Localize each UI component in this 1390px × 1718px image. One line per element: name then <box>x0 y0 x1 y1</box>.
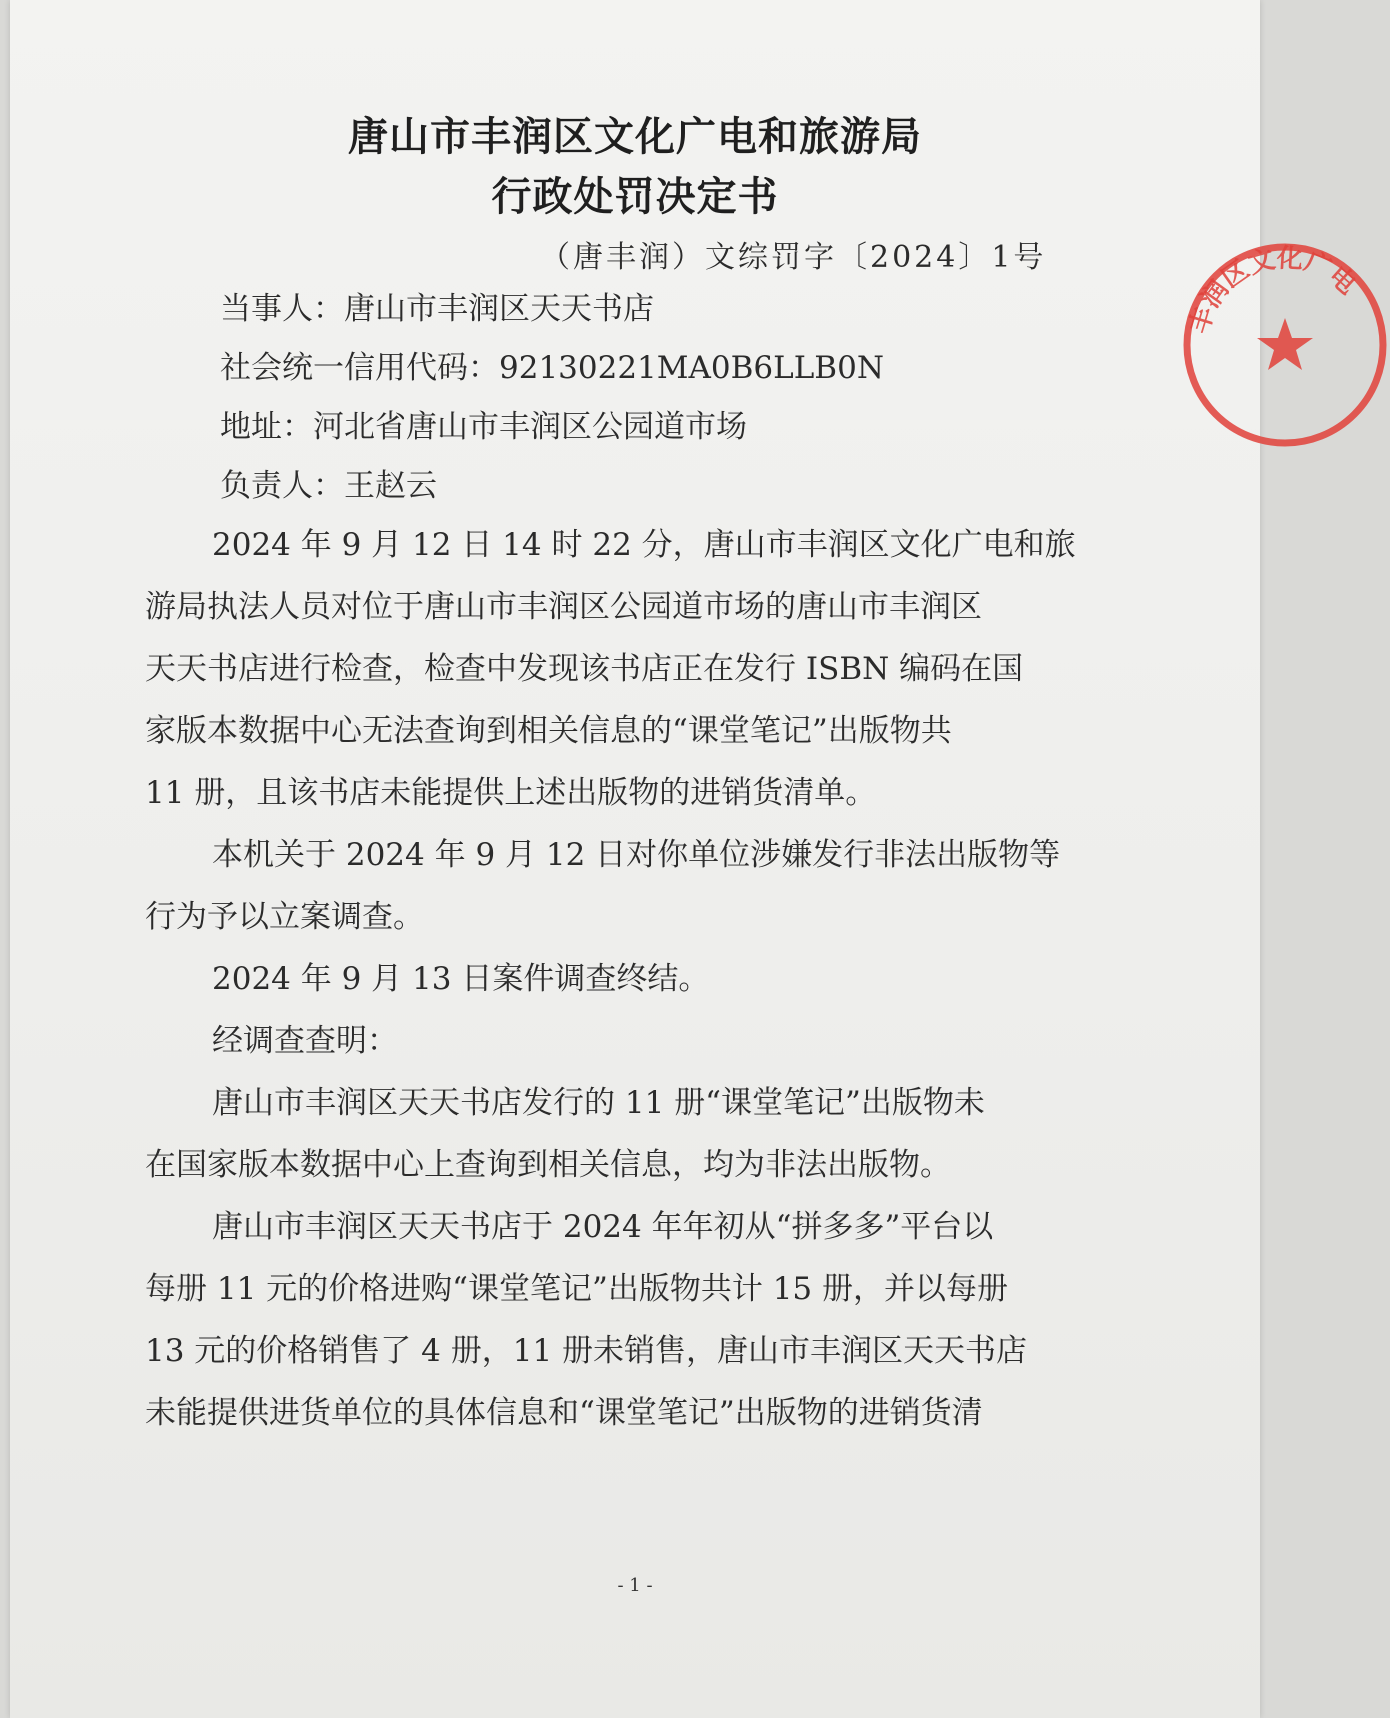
body-line: 天天书店进行检查，检查中发现该书店正在发行 ISBN 编码在国 <box>145 651 1024 687</box>
svg-text:丰润区文化广电 <box>1185 243 1362 337</box>
body-line: 在国家版本数据中心上查询到相关信息，均为非法出版物。 <box>145 1147 951 1183</box>
seal-text: 丰润区文化广电 <box>1184 243 1362 338</box>
document-title-line2: 行政处罚决定书 <box>491 173 779 220</box>
body-line: 行为予以立案调查。 <box>145 899 424 935</box>
page-number: - 1 - <box>617 1575 653 1596</box>
document-page <box>10 0 1362 1718</box>
document-number: （唐丰润）文综罚字〔2024〕1号 <box>540 240 1047 275</box>
document-title-line1: 唐山市丰润区文化广电和旅游局 <box>348 113 922 160</box>
body-line: 每册 11 元的价格进购“课堂笔记”出版物共计 15 册，并以每册 <box>145 1271 1009 1307</box>
body-line: 唐山市丰润区天天书店发行的 11 册“课堂笔记”出版物未 <box>212 1085 985 1121</box>
body-line: 本机关于 2024 年 9 月 12 日对你单位涉嫌发行非法出版物等 <box>212 837 1061 873</box>
body-line: 游局执法人员对位于唐山市丰润区公园道市场的唐山市丰润区 <box>145 589 982 625</box>
credit-code-line: 社会统一信用代码：92130221MA0B6LLB0N <box>220 350 884 386</box>
body-line: 未能提供进货单位的具体信息和“课堂笔记”出版物的进销货清 <box>145 1395 983 1431</box>
body-line: 家版本数据中心无法查询到相关信息的“课堂笔记”出版物共 <box>145 713 952 749</box>
body-line: 11 册，且该书店未能提供上述出版物的进销货清单。 <box>145 775 877 811</box>
party-line: 当事人：唐山市丰润区天天书店 <box>220 291 654 327</box>
body-line: 唐山市丰润区天天书店于 2024 年年初从“拼多多”平台以 <box>212 1209 994 1245</box>
body-line: 经调查查明： <box>212 1023 398 1059</box>
body-line: 13 元的价格销售了 4 册，11 册未销售，唐山市丰润区天天书店 <box>145 1333 1028 1369</box>
body-line: 2024 年 9 月 12 日 14 时 22 分，唐山市丰润区文化广电和旅 <box>212 527 1076 563</box>
address-line: 地址：河北省唐山市丰润区公园道市场 <box>220 409 747 445</box>
official-seal <box>1180 240 1390 450</box>
person-in-charge-line: 负责人：王赵云 <box>220 468 437 504</box>
body-line: 2024 年 9 月 13 日案件调查终结。 <box>212 961 710 997</box>
